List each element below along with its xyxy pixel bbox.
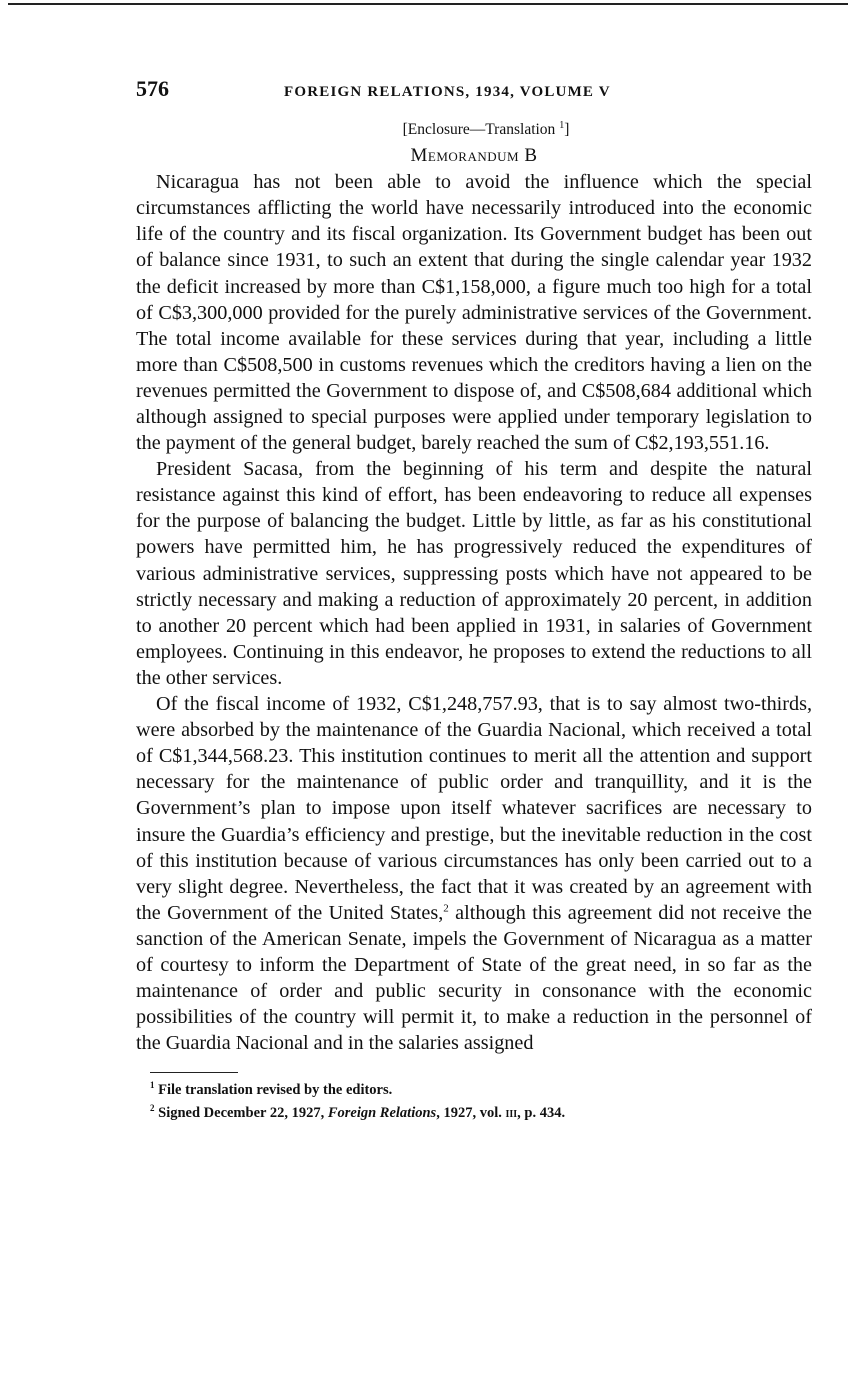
paragraph-3-text-a: Of the fiscal income of 1932, C$1,248,757.93, that is to say almost two-thirds, were absorbed by the maintenance of the Guardia Nacional, which received a total of C$1,344,568.23. This institution continues to merit all the attention and support necessary for the maintenance of public order and tranquillity, and it is the Government’s plan to impose upon itself whatever sacrifices are necessary to insure the Guardia’s efficiency and prestige, but the inevitable reduction in the cost of this institution because of various circumstances has only been carried out to a very slight degree. Nevertheless, the fact that it was created by an agreement with the Government of the United States,	[136, 693, 812, 924]
footnote-2-page: , p. 434.	[517, 1105, 566, 1121]
footnote-2-citation-title: Foreign Relations	[327, 1105, 437, 1121]
paragraph-1: Nicaragua has not been able to avoid the influence which the special circumstances afflicting the world have necessarily introduced into the economic life of the country and its fiscal organization. Its Government budget has been out of balance since 1931, to such an extent that during the single calendar year 1932 the deficit increased by more than C$1,158,000, a figure much too high for a total of C$3,300,000 provided for the purely administrative services of the Government. The total income available for these services during that year, including a little more than C$508,500 in customs revenues which the creditors having a lien on the revenues permitted the Government to dispose of, and C$508,684 additional which although assigned to special purposes were applied under temporary legislation to the payment of the general budget, barely reached the sum of C$2,193,551.16.	[136, 171, 812, 455]
top-rule	[8, 3, 848, 5]
footnotes	[136, 1076, 812, 1122]
page-header	[136, 76, 812, 106]
footnote-ref-1[interactable]: 1	[559, 120, 565, 131]
paragraph-3	[136, 691, 812, 1056]
footnote-1-mark: 1	[150, 1080, 155, 1091]
footnote-1	[150, 1076, 812, 1099]
footnote-2-volume: iii	[505, 1105, 518, 1121]
footnote-divider	[150, 1072, 238, 1073]
paragraph-3-text-b: although this agreement did not receive the sanction of the American Senate, impels the Government of Nicaragua as a matter of courtesy to inform the Department of State of the great need, in so far as the maintenance of order and public security in consonance with the economic possibilities of the country will permit it, to make a reduction in the personnel of the Guardia Nacional and in the salaries assigned	[136, 901, 812, 1055]
page-number: 576	[136, 76, 169, 101]
footnote-2	[150, 1099, 812, 1122]
enclosure-label	[136, 120, 812, 139]
enclosure-close: ]	[564, 121, 570, 139]
document-page	[136, 76, 812, 1122]
running-head: FOREIGN RELATIONS, 1934, VOLUME V	[284, 84, 611, 100]
paragraph-2: President Sacasa, from the beginning of his term and despite the natural resistance against this kind of effort, has been endeavoring to reduce all expenses for the purpose of balancing the budget. Little by little, as far as his constitutional powers have permitted him, he has progressively reduced the expenditures of various administrative services, suppressing posts which have not appeared to be strictly necessary and making a reduction of approximately 20 percent, in addition to another 20 percent which had been applied in 1931, in salaries of Government employees. Continuing in this endeavor, he proposes to extend the reductions to all the other services.	[136, 458, 812, 689]
footnote-ref-2[interactable]: 2	[443, 902, 449, 915]
footnote-2-citation-year: , 1927, vol.	[436, 1105, 506, 1121]
footnote-2-mark: 2	[150, 1103, 155, 1114]
enclosure-text: [Enclosure—Translation	[402, 121, 556, 139]
body-text	[136, 169, 812, 1056]
footnote-1-text: File translation revised by the editors.	[158, 1082, 393, 1099]
footnote-2-text: Signed December 22, 1927,	[158, 1105, 328, 1121]
memo-title: Memorandum B	[410, 145, 538, 167]
